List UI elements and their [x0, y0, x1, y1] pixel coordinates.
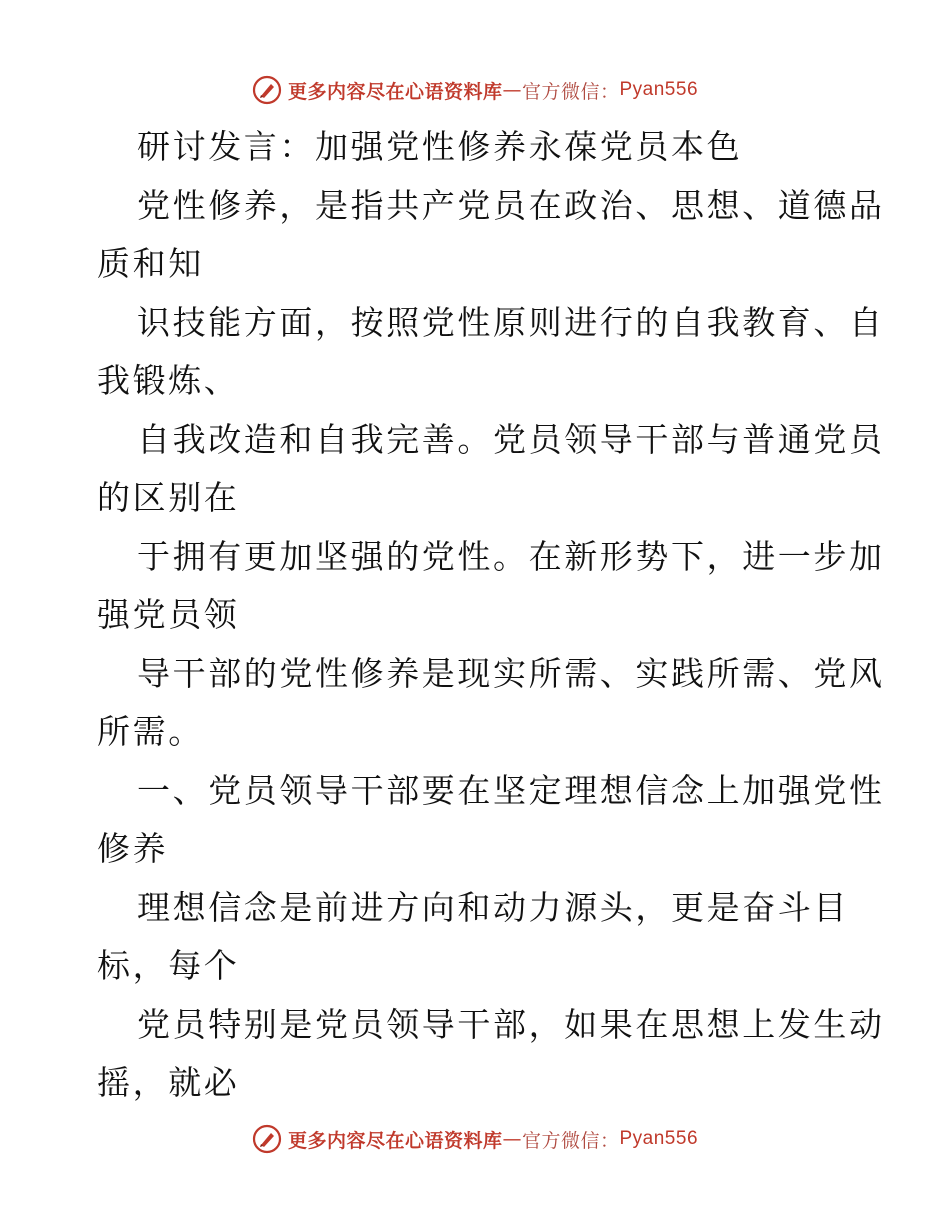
- document-body: [97, 118, 885, 1113]
- paragraph-line: 理想信念是前进方向和动力源头，更是奋斗目: [137, 887, 849, 927]
- watermark-main-text: 更多内容尽在心语资料库: [287, 1129, 503, 1152]
- section-heading-continued: 修养: [97, 829, 169, 868]
- pen-nib-icon: [252, 75, 282, 105]
- watermark-wechat-id: Pyan556: [619, 79, 699, 100]
- watermark-main-text: 更多内容尽在心语资料库: [287, 80, 503, 103]
- watermark-dash: —: [502, 1128, 522, 1150]
- document-title: 研讨发言：加强党性修养永葆党员本色: [137, 127, 743, 166]
- paragraph-line: 我锻炼、: [97, 361, 240, 400]
- paragraph-line: 党性修养，是指共产党员在政治、思想、道德品: [137, 185, 885, 225]
- paragraph-line: 质和知: [97, 244, 204, 283]
- paragraph-line: 识技能方面，按照党性原则进行的自我教育、自: [137, 302, 885, 342]
- watermark-dash: —: [502, 79, 522, 101]
- watermark-header: [0, 73, 950, 107]
- paragraph-line: 党员特别是党员领导干部，如果在思想上发生动: [137, 1004, 885, 1044]
- watermark-wechat-id: Pyan556: [619, 1128, 699, 1149]
- watermark-footer: [0, 1122, 950, 1156]
- watermark-wechat-label: 官方微信：: [521, 1129, 620, 1152]
- paragraph-line: 导干部的党性修养是现实所需、实践所需、党风: [137, 653, 885, 693]
- paragraph-line: 标，每个: [97, 946, 240, 985]
- paragraph-line: 所需。: [97, 712, 204, 751]
- section-heading: 一、党员领导干部要在坚定理想信念上加强党性: [137, 770, 885, 810]
- pen-nib-icon: [252, 1124, 282, 1154]
- paragraph-line: 自我改造和自我完善。党员领导干部与普通党员: [137, 419, 885, 459]
- paragraph-line: 于拥有更加坚强的党性。在新形势下，进一步加: [137, 536, 885, 576]
- paragraph-line: 摇，就必: [97, 1063, 240, 1102]
- watermark-wechat-label: 官方微信：: [521, 80, 620, 103]
- paragraph-line: 的区别在: [97, 478, 240, 517]
- paragraph-line: 强党员领: [97, 595, 240, 634]
